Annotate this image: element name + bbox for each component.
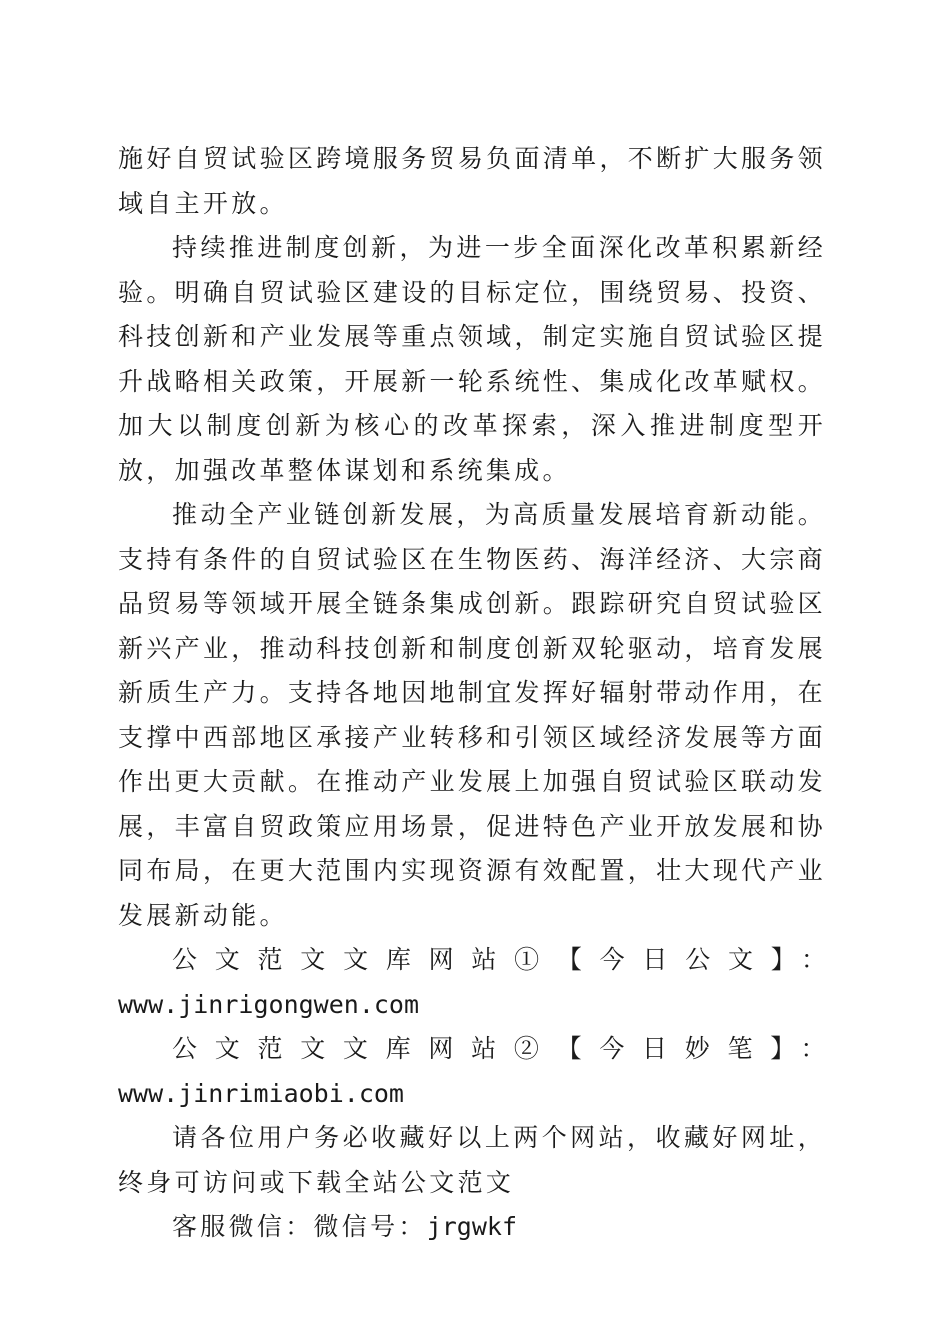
footer-service-line bbox=[118, 1205, 826, 1250]
paragraph-industry-chain: 推动全产业链创新发展，为高质量发展培育新动能。支持有条件的自贸试验区在生物医药、海洋经济、大宗商品贸易等领域开展全链条集成创新。跟踪研究自贸试验区新兴产业，推动科技创新和制度创新双轮驱动，培育发展新质生产力。支持各地因地制宜发挥好辐射带动作用，在支撑中西部地区承接产业转移和引领区域经济发展等方面作出更大贡献。在推动产业发展上加强自贸试验区联动发展，丰富自贸政策应用场景，促进特色产业开放发展和协同布局，在更大范围内实现资源有效配置，壮大现代产业发展新动能。 bbox=[118, 500, 826, 930]
footer-service-id: jrgwkf bbox=[426, 1212, 518, 1241]
footer-site1-url[interactable]: www.jinrigongwen.com bbox=[118, 989, 420, 1019]
footer-site2-label: 公文范文文库网站②【今日妙笔】： bbox=[172, 1034, 826, 1063]
paragraph-continuation: 施好自贸试验区跨境服务贸易负面清单，不断扩大服务领域自主开放。 bbox=[118, 144, 826, 218]
footer-notice: 请各位用户务必收藏好以上两个网站，收藏好网址，终身可访问或下载全站公文范文 bbox=[118, 1123, 826, 1197]
paragraph-institutional-innovation: 持续推进制度创新，为进一步全面深化改革积累新经验。明确自贸试验区建设的目标定位，围绕贸易、投资、科技创新和产业发展等重点领域，制定实施自贸试验区提升战略相关政策，开展新一轮系统性、集成化改革赋权。加大以制度创新为核心的改革探索，深入推进制度型开放，加强改革整体谋划和系统集成。 bbox=[118, 233, 826, 485]
footer-service-label: 客服微信：微信号： bbox=[172, 1212, 427, 1241]
footer-site2-url[interactable]: www.jinrimiaobi.com bbox=[118, 1078, 404, 1108]
footer-site2-line bbox=[118, 1027, 826, 1116]
footer-site1-label: 公文范文文库网站①【今日公文】： bbox=[172, 945, 826, 974]
document-body bbox=[118, 137, 826, 1250]
